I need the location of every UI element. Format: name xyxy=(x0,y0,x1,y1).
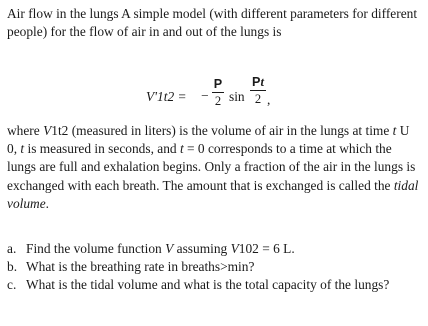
equation-lhs: V'1t2 = xyxy=(146,89,187,104)
volume-equation xyxy=(0,70,428,118)
equation-minus: − xyxy=(201,88,209,103)
fraction-numerator: Pt xyxy=(252,75,264,89)
question-marker: a. xyxy=(7,241,17,256)
fraction-p-over-2 xyxy=(212,78,224,108)
explanation-paragraph: where V1t2 (measured in liters) is the volume of air in the lungs at time t U 0, t is measured in seconds, and t = 0 corresponds to a time at which the lungs are full and exhalation begins. Only a fraction of the air in the lungs is exchanged with each breath. The amount that is exchanged is called the tidal volume. xyxy=(7,123,419,211)
question-item: c. What is the tidal volume and what is the total capacity of the lungs? xyxy=(7,276,421,294)
fraction-bar xyxy=(250,90,266,91)
question-list xyxy=(7,240,421,295)
equation-sin: sin xyxy=(229,89,245,104)
question-item: b. What is the breathing rate in breaths>min? xyxy=(7,258,421,276)
fraction-numerator: P xyxy=(213,77,223,91)
tidal-volume-term: tidal volume xyxy=(7,177,419,211)
question-item: a. Find the volume function V assuming V102 = 6 L. xyxy=(7,240,421,258)
fraction-pt-over-2 xyxy=(250,76,266,106)
question-marker: b. xyxy=(7,259,18,275)
fraction-denominator: 2 xyxy=(214,94,222,108)
question-marker: c. xyxy=(7,277,17,293)
fraction-denominator: 2 xyxy=(254,92,262,106)
fraction-bar xyxy=(212,92,224,93)
equation-comma: , xyxy=(267,92,271,107)
intro-paragraph: Air flow in the lungs A simple model (with different parameters for different people) for the flow of air in and out of the lungs is xyxy=(7,6,418,40)
